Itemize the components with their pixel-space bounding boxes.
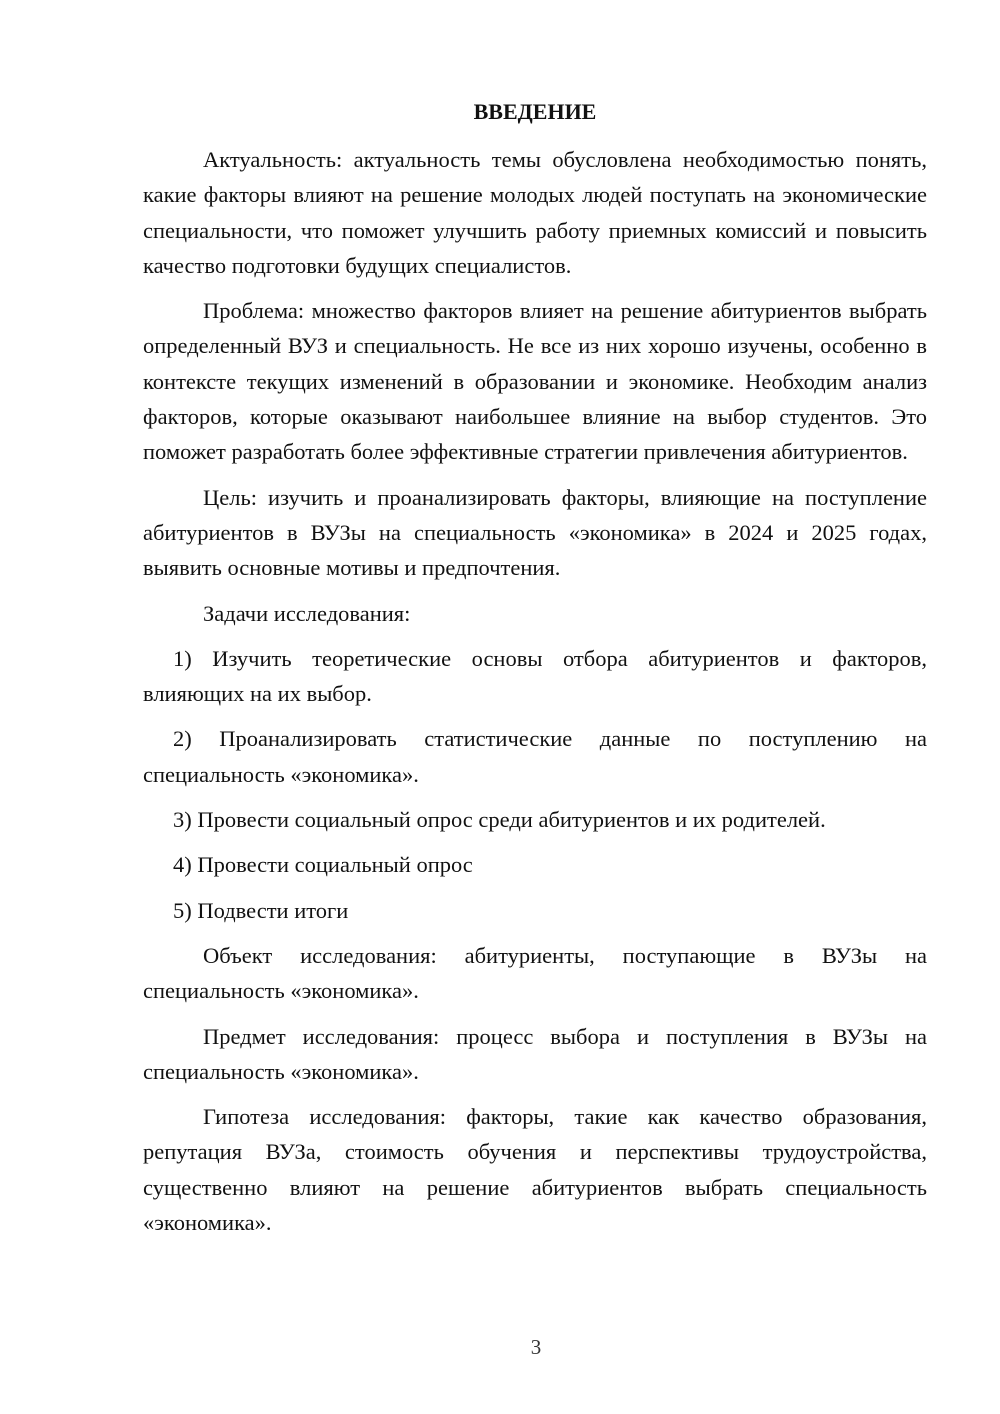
task-item-4: 4) Провести социальный опрос [173, 852, 473, 878]
paragraph-goal: Цель: изучить и проанализировать факторы, влияющие на поступление абитуриентов в ВУЗы на специальность «экономика» в 2024 и 2025 годах, выявить основные мотивы и предпочтения. [143, 484, 927, 581]
paragraph-subject: Предмет исследования: процесс выбора и поступления в ВУЗы на специальность «экономика». [143, 1023, 927, 1084]
page-number: 3 [530, 1335, 542, 1359]
paragraph-object: Объект исследования: абитуриенты, поступающие в ВУЗы на специальность «экономика». [143, 942, 927, 1004]
page-content [143, 94, 927, 1250]
task-item-3: 3) Провести социальный опрос среди абитуриентов и их родителей. [173, 807, 826, 833]
task-item-2: 2) Проанализировать статистические данные по поступлению на специальность «экономика». [143, 726, 927, 787]
task-item-5: 5) Подвести итоги [173, 897, 349, 923]
paragraph-tasks-heading: Задачи исследования: [203, 600, 411, 626]
paragraph-problem: Проблема: множество факторов влияет на решение абитуриентов выбрать определенный ВУЗ и специальность. Не все из них хорошо изучены, особенно в контексте текущих изменений в образовании и экономике. Необходим анализ факторов, которые оказывают наибольшее влияние на выбор студентов. Это поможет разработать более эффективные стратегии привлечения абитуриентов. [143, 298, 927, 465]
task-item-1: 1) Изучить теоретические основы отбора абитуриентов и факторов, влияющих на их выбор. [143, 645, 927, 707]
section-title: ВВЕДЕНИЕ [473, 99, 597, 124]
paragraph-relevance: Актуальность: актуальность темы обусловлена необходимостью понять, какие факторы влияют на решение молодых людей поступать на экономические специальности, что поможет улучшить работу приемных комиссий и повысить качество подготовки будущих специалистов. [143, 147, 927, 278]
paragraph-hypothesis: Гипотеза исследования: факторы, такие как качество образования, репутация ВУЗа, стоимость обучения и перспективы трудоустройства, существенно влияют на решение абитуриентов выбрать специальность «экономика». [143, 1104, 927, 1236]
